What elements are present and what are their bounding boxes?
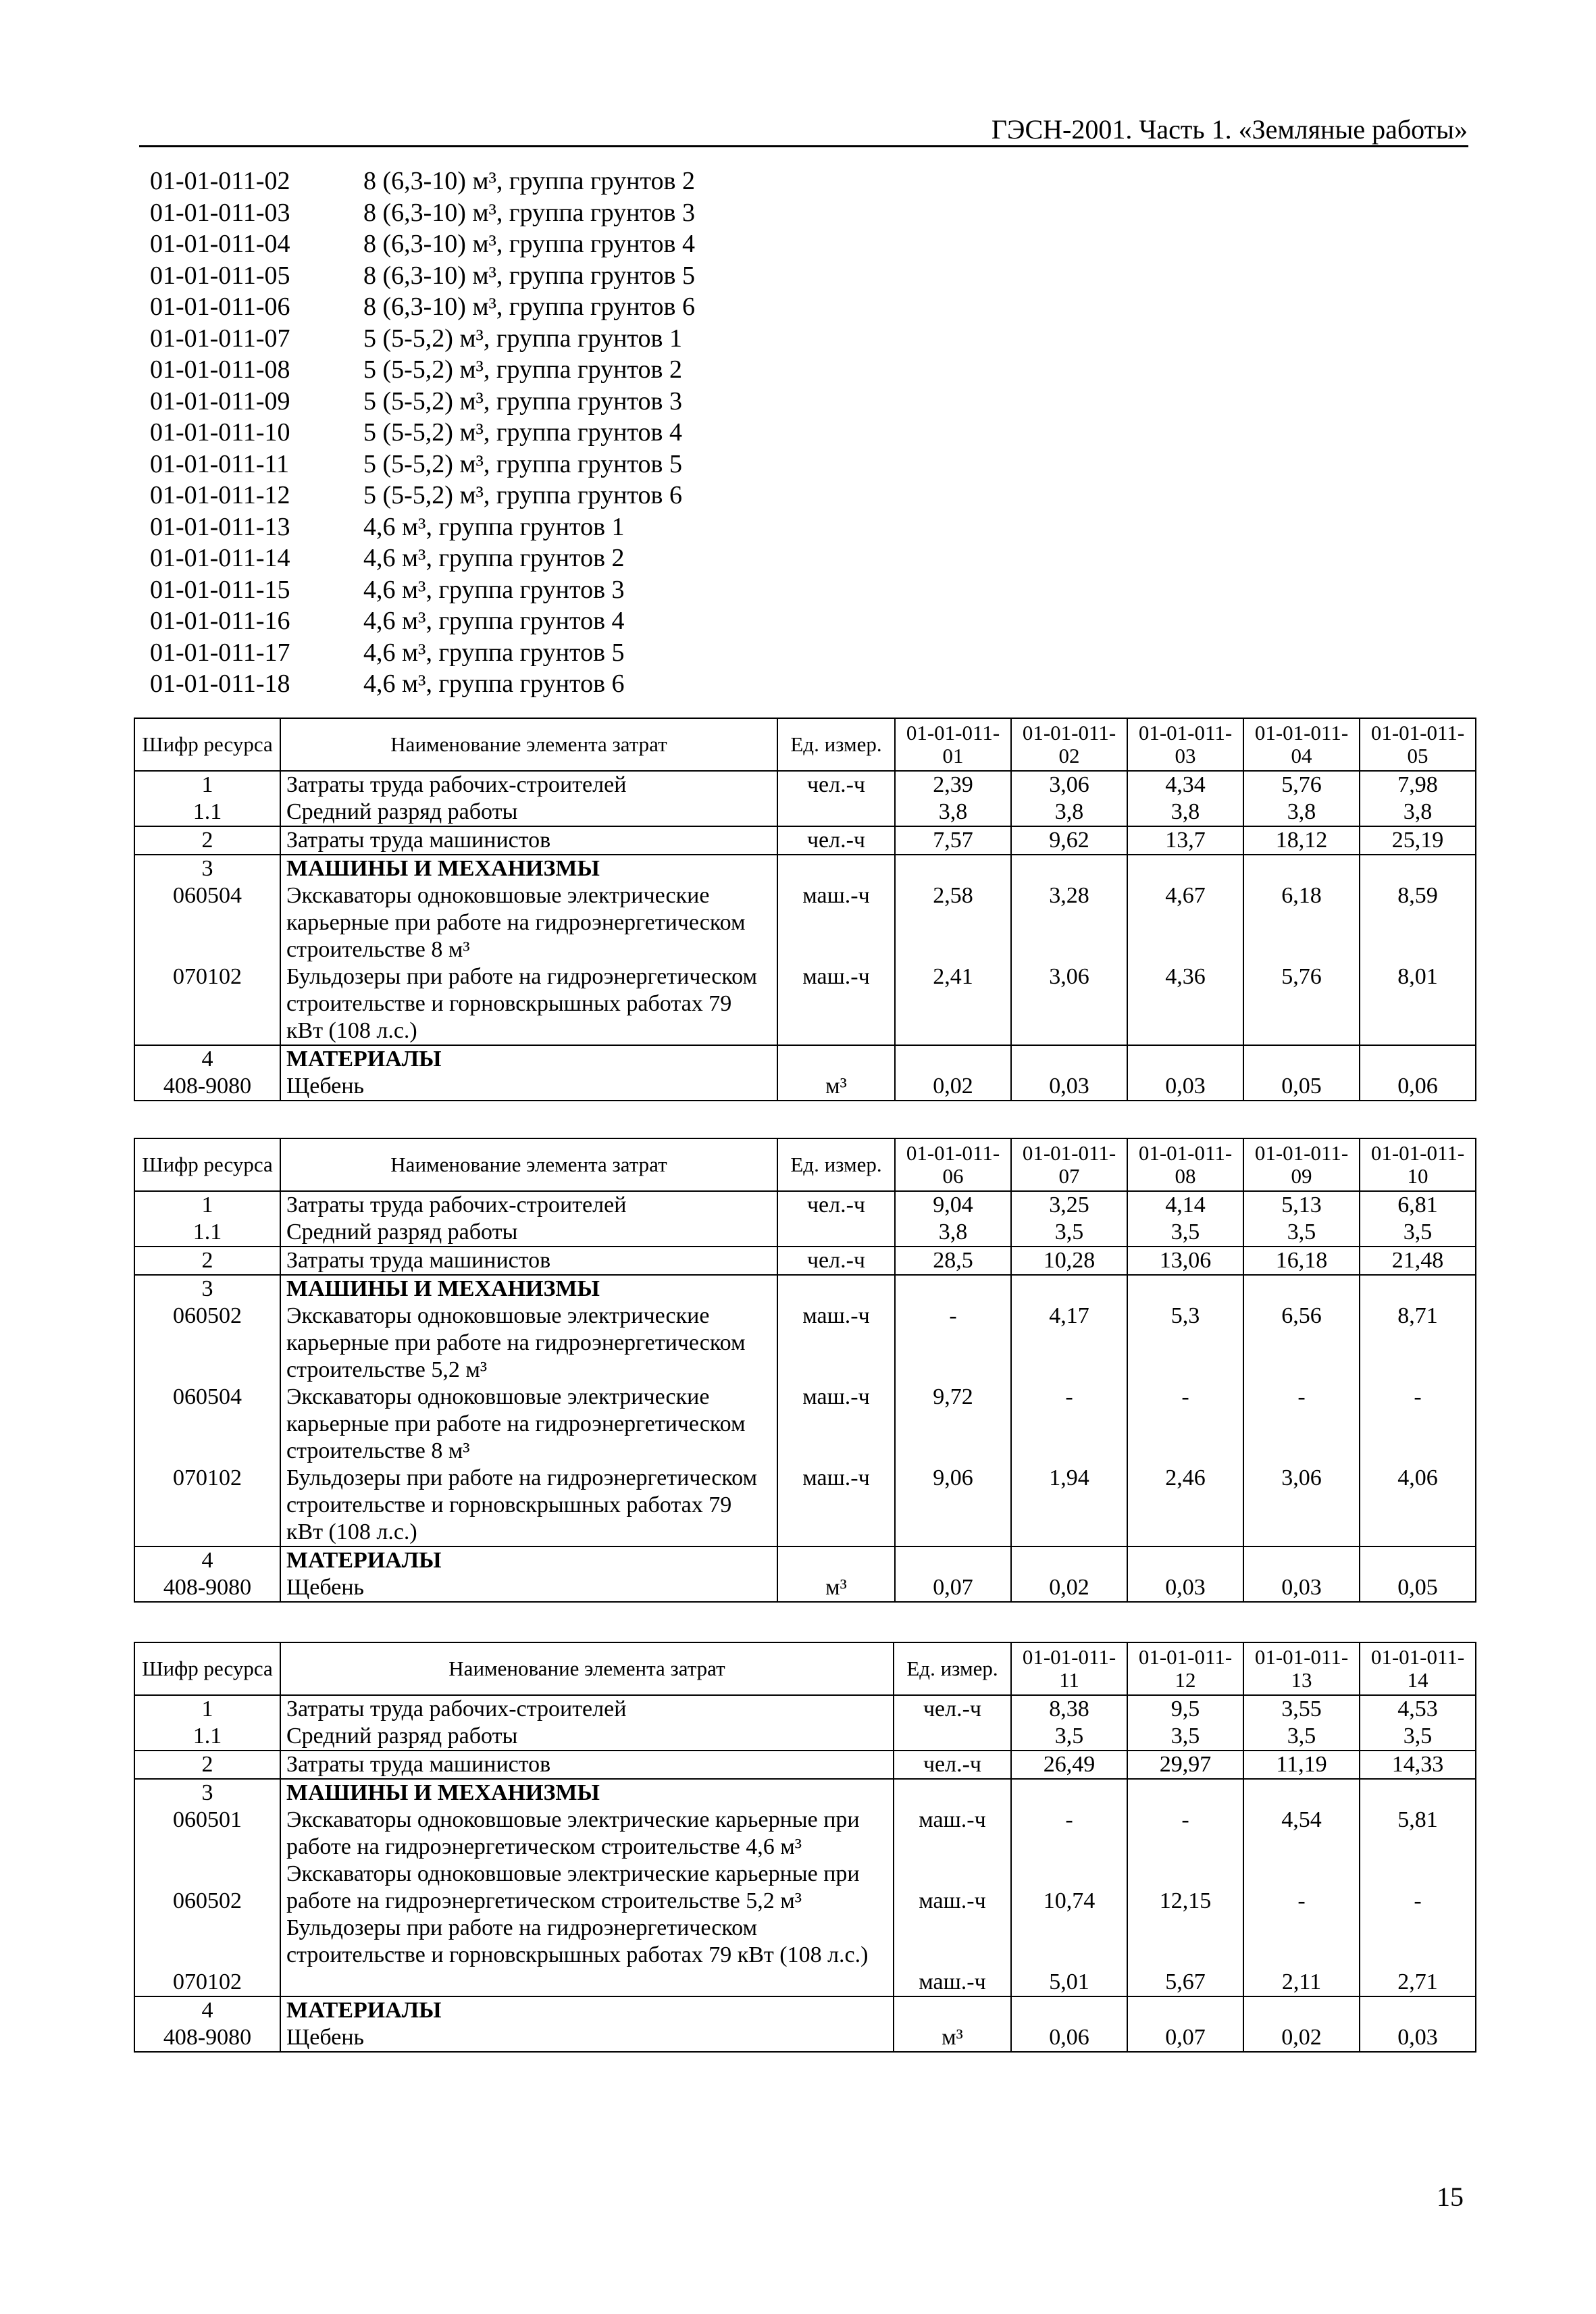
row-name: Затраты труда рабочих-строителей Средний разряд работы [280, 771, 777, 826]
list-item [150, 228, 695, 260]
header-col: 01-01-011-05 [1360, 718, 1476, 771]
row-name: МАТЕРИАЛЫ Щебень [280, 1546, 777, 1602]
row-value: 29,97 [1127, 1751, 1243, 1779]
header-code: Шифр ресурса [134, 1642, 280, 1695]
row-value: 21,48 [1360, 1247, 1476, 1275]
header-name: Наименование элемента затрат [280, 1642, 894, 1695]
row-value: 4,14 3,5 [1127, 1191, 1243, 1247]
list-item-code: 01-01-011-07 [150, 324, 290, 353]
header-col: 01-01-011-08 [1127, 1138, 1243, 1191]
row-value: 26,49 [1011, 1751, 1127, 1779]
table-header-row [134, 1138, 1476, 1191]
list-item-code: 01-01-011-08 [150, 355, 290, 384]
header-rule [139, 145, 1468, 147]
row-name: МАШИНЫ И МЕХАНИЗМЫ Экскаваторы одноковшовые электрические карьерные при работе на гидроэнергетическом строительстве 8 м³ Бульдозеры при работе на гидроэнергетическом строительстве и горновскрышных работах 79 кВт (108 л.с.) [280, 855, 777, 1045]
row-value: 8,59 8,01 [1360, 855, 1476, 1045]
row-value: 3,55 3,5 [1243, 1695, 1360, 1751]
list-item [150, 260, 695, 292]
resource-table-2 [134, 1138, 1476, 1603]
row-value: 25,19 [1360, 826, 1476, 855]
row-value: 0,06 [1360, 1045, 1476, 1101]
list-item-code: 01-01-011-14 [150, 544, 290, 572]
list-item-desc: 4,6 м³, группа грунтов 3 [363, 575, 625, 604]
page-number: 15 [1437, 2182, 1464, 2212]
list-item-code: 01-01-011-15 [150, 575, 290, 604]
row-name: Затраты труда рабочих-строителей Средний разряд работы [280, 1695, 894, 1751]
table-header-row [134, 1642, 1476, 1695]
row-value: 5,3 - 2,46 [1127, 1275, 1243, 1546]
row-code: 1 1.1 [134, 1695, 280, 1751]
resource-table-1 [134, 718, 1476, 1101]
list-item-desc: 5 (5-5,2) м³, группа грунтов 5 [363, 449, 682, 478]
row-name: Затраты труда рабочих-строителей Средний разряд работы [280, 1191, 777, 1247]
row-value: 13,7 [1127, 826, 1243, 855]
row-value: - 9,72 9,06 [895, 1275, 1011, 1546]
row-value: 9,62 [1011, 826, 1127, 855]
header-col: 01-01-011-07 [1011, 1138, 1127, 1191]
row-unit: чел.-ч [777, 1191, 895, 1247]
row-value: 0,03 [1127, 1546, 1243, 1602]
list-item-desc: 4,6 м³, группа грунтов 6 [363, 670, 625, 698]
row-value: 4,17 - 1,94 [1011, 1275, 1127, 1546]
row-unit: м³ [777, 1045, 895, 1101]
row-name: Затраты труда машинистов [280, 826, 777, 855]
row-code: 1 1.1 [134, 1191, 280, 1247]
row-unit: маш.-ч маш.-ч маш.-ч [894, 1779, 1011, 1996]
row-unit: чел.-ч [894, 1751, 1011, 1779]
row-value: 7,57 [895, 826, 1011, 855]
row-value: 0,06 [1011, 1996, 1127, 2052]
list-item [150, 605, 695, 637]
list-item-desc: 8 (6,3-10) м³, группа грунтов 6 [363, 293, 695, 321]
row-name: МАТЕРИАЛЫ Щебень [280, 1996, 894, 2052]
table-row [134, 1247, 1476, 1275]
header-unit: Ед. измер. [777, 718, 895, 771]
row-code: 4 408-9080 [134, 1996, 280, 2052]
list-item-desc: 8 (6,3-10) м³, группа грунтов 5 [363, 261, 695, 290]
list-item [150, 668, 695, 700]
header-col: 01-01-011-04 [1243, 718, 1360, 771]
list-item-desc: 5 (5-5,2) м³, группа грунтов 1 [363, 324, 682, 353]
list-item [150, 543, 695, 574]
list-item-desc: 4,6 м³, группа грунтов 5 [363, 638, 625, 667]
row-unit: чел.-ч [777, 771, 895, 826]
list-item-code: 01-01-011-06 [150, 293, 290, 321]
row-unit: маш.-ч маш.-ч маш.-ч [777, 1275, 895, 1546]
row-value: 0,02 [1243, 1996, 1360, 2052]
table-row [134, 1546, 1476, 1602]
table-header-row [134, 718, 1476, 771]
header-col: 01-01-011-09 [1243, 1138, 1360, 1191]
row-value: 2,39 3,8 [895, 771, 1011, 826]
header-code: Шифр ресурса [134, 718, 280, 771]
row-value: 5,81 - 2,71 [1360, 1779, 1476, 1996]
row-value: 3,25 3,5 [1011, 1191, 1127, 1247]
code-list [150, 166, 695, 700]
table-row [134, 1751, 1476, 1779]
list-item-desc: 4,6 м³, группа грунтов 4 [363, 607, 625, 635]
row-value: 28,5 [895, 1247, 1011, 1275]
header-col: 01-01-011-02 [1011, 718, 1127, 771]
row-value: 4,34 3,8 [1127, 771, 1243, 826]
row-value: 0,03 [1360, 1996, 1476, 2052]
list-item-code: 01-01-011-05 [150, 261, 290, 290]
list-item [150, 480, 695, 511]
table-row [134, 1275, 1476, 1546]
row-code: 2 [134, 1751, 280, 1779]
header-col: 01-01-011-12 [1127, 1642, 1243, 1695]
list-item-desc: 4,6 м³, группа грунтов 1 [363, 512, 625, 541]
row-value: 2,58 2,41 [895, 855, 1011, 1045]
row-name: Затраты труда машинистов [280, 1751, 894, 1779]
list-item [150, 386, 695, 418]
list-item-code: 01-01-011-17 [150, 638, 290, 667]
row-unit: м³ [777, 1546, 895, 1602]
row-value: 0,02 [1011, 1546, 1127, 1602]
list-item [150, 511, 695, 543]
resource-table-3 [134, 1642, 1476, 2053]
row-value: 0,03 [1127, 1045, 1243, 1101]
header-code: Шифр ресурса [134, 1138, 280, 1191]
row-value: 11,19 [1243, 1751, 1360, 1779]
row-value: 0,07 [1127, 1996, 1243, 2052]
list-item [150, 291, 695, 323]
list-item-desc: 5 (5-5,2) м³, группа грунтов 4 [363, 418, 682, 447]
list-item-code: 01-01-011-16 [150, 607, 290, 635]
row-value: 16,18 [1243, 1247, 1360, 1275]
row-value: 9,5 3,5 [1127, 1695, 1243, 1751]
list-item-code: 01-01-011-09 [150, 386, 290, 416]
header-col: 01-01-011-03 [1127, 718, 1243, 771]
header-col: 01-01-011-01 [895, 718, 1011, 771]
row-value: 14,33 [1360, 1751, 1476, 1779]
row-value: 4,67 4,36 [1127, 855, 1243, 1045]
list-item-desc: 5 (5-5,2) м³, группа грунтов 2 [363, 355, 682, 384]
list-item-code: 01-01-011-12 [150, 481, 290, 509]
row-unit: чел.-ч [777, 826, 895, 855]
row-value: 8,71 - 4,06 [1360, 1275, 1476, 1546]
list-item [150, 323, 695, 355]
list-item-desc: 5 (5-5,2) м³, группа грунтов 6 [363, 481, 682, 509]
row-code: 3 060504 070102 [134, 855, 280, 1045]
header-col: 01-01-011-14 [1360, 1642, 1476, 1695]
row-name: Затраты труда машинистов [280, 1247, 777, 1275]
table-row [134, 771, 1476, 826]
row-unit: маш.-ч маш.-ч [777, 855, 895, 1045]
header-col: 01-01-011-06 [895, 1138, 1011, 1191]
table-row [134, 1695, 1476, 1751]
row-value: 18,12 [1243, 826, 1360, 855]
row-unit: чел.-ч [894, 1695, 1011, 1751]
row-code: 1 1.1 [134, 771, 280, 826]
list-item-desc: 8 (6,3-10) м³, группа грунтов 2 [363, 167, 695, 195]
table-row [134, 1996, 1476, 2052]
list-item-code: 01-01-011-13 [150, 512, 290, 541]
header-name: Наименование элемента затрат [280, 718, 777, 771]
row-code: 2 [134, 826, 280, 855]
table-row [134, 1779, 1476, 1996]
row-code: 3 060501 060502 070102 [134, 1779, 280, 1996]
row-value: 6,18 5,76 [1243, 855, 1360, 1045]
table-row [134, 1191, 1476, 1247]
row-value: 4,53 3,5 [1360, 1695, 1476, 1751]
row-unit: м³ [894, 1996, 1011, 2052]
row-value: 0,02 [895, 1045, 1011, 1101]
row-value: - 12,15 5,67 [1127, 1779, 1243, 1996]
row-value: 10,28 [1011, 1247, 1127, 1275]
row-value: 13,06 [1127, 1247, 1243, 1275]
table-row [134, 1045, 1476, 1101]
row-value: - 10,74 5,01 [1011, 1779, 1127, 1996]
row-value: 9,04 3,8 [895, 1191, 1011, 1247]
row-value: 0,03 [1243, 1546, 1360, 1602]
row-value: 6,81 3,5 [1360, 1191, 1476, 1247]
row-name: МАШИНЫ И МЕХАНИЗМЫ Экскаваторы одноковшовые электрические карьерные при работе на гидроэнергетическом строительстве 5,2 м³ Экскаваторы одноковшовые электрические карьерные при работе на гидроэнергетическом строительстве 8 м³ Бульдозеры при работе на гидроэнергетическом строительстве и горновскрышных работах 79 кВт (108 л.с.) [280, 1275, 777, 1546]
row-value: 6,56 - 3,06 [1243, 1275, 1360, 1546]
list-item-code: 01-01-011-03 [150, 198, 290, 227]
row-value: 7,98 3,8 [1360, 771, 1476, 826]
list-item-desc: 8 (6,3-10) м³, группа грунтов 4 [363, 230, 695, 258]
list-item [150, 637, 695, 669]
row-name: МАТЕРИАЛЫ Щебень [280, 1045, 777, 1101]
header-col: 01-01-011-13 [1243, 1642, 1360, 1695]
list-item [150, 197, 695, 229]
row-value: 5,76 3,8 [1243, 771, 1360, 826]
list-item-code: 01-01-011-10 [150, 418, 290, 447]
row-value: 0,07 [895, 1546, 1011, 1602]
list-item [150, 574, 695, 606]
list-item-code: 01-01-011-02 [150, 167, 290, 195]
row-code: 3 060502 060504 070102 [134, 1275, 280, 1546]
row-code: 4 408-9080 [134, 1045, 280, 1101]
row-code: 4 408-9080 [134, 1546, 280, 1602]
row-unit: чел.-ч [777, 1247, 895, 1275]
row-value: 4,54 - 2,11 [1243, 1779, 1360, 1996]
row-value: 0,05 [1360, 1546, 1476, 1602]
table-row [134, 855, 1476, 1045]
header-unit: Ед. измер. [777, 1138, 895, 1191]
header-name: Наименование элемента затрат [280, 1138, 777, 1191]
row-code: 2 [134, 1247, 280, 1275]
list-item-code: 01-01-011-18 [150, 670, 290, 698]
row-value: 3,28 3,06 [1011, 855, 1127, 1045]
list-item [150, 354, 695, 386]
row-name: МАШИНЫ И МЕХАНИЗМЫ Экскаваторы одноковшовые электрические карьерные при работе на гидроэнергетическом строительстве 4,6 м³ Экскаваторы одноковшовые электрические карьерные при работе на гидроэнергетическом строительстве 5,2 м³ Бульдозеры при работе на гидроэнергетическом строительстве и горновскрышных работах 79 кВт (108 л.с.) [280, 1779, 894, 1996]
list-item [150, 417, 695, 449]
header-unit: Ед. измер. [894, 1642, 1011, 1695]
header-col: 01-01-011-11 [1011, 1642, 1127, 1695]
list-item [150, 166, 695, 197]
list-item [150, 449, 695, 480]
list-item-desc: 4,6 м³, группа грунтов 2 [363, 544, 625, 572]
page-header-title: ГЭСН-2001. Часть 1. «Земляные работы» [991, 114, 1468, 145]
row-value: 3,06 3,8 [1011, 771, 1127, 826]
header-col: 01-01-011-10 [1360, 1138, 1476, 1191]
row-value: 8,38 3,5 [1011, 1695, 1127, 1751]
list-item-code: 01-01-011-11 [150, 449, 290, 478]
row-value: 5,13 3,5 [1243, 1191, 1360, 1247]
table-row [134, 826, 1476, 855]
row-value: 0,03 [1011, 1045, 1127, 1101]
list-item-code: 01-01-011-04 [150, 230, 290, 258]
row-value: 0,05 [1243, 1045, 1360, 1101]
list-item-desc: 8 (6,3-10) м³, группа грунтов 3 [363, 198, 695, 227]
list-item-desc: 5 (5-5,2) м³, группа грунтов 3 [363, 386, 682, 416]
